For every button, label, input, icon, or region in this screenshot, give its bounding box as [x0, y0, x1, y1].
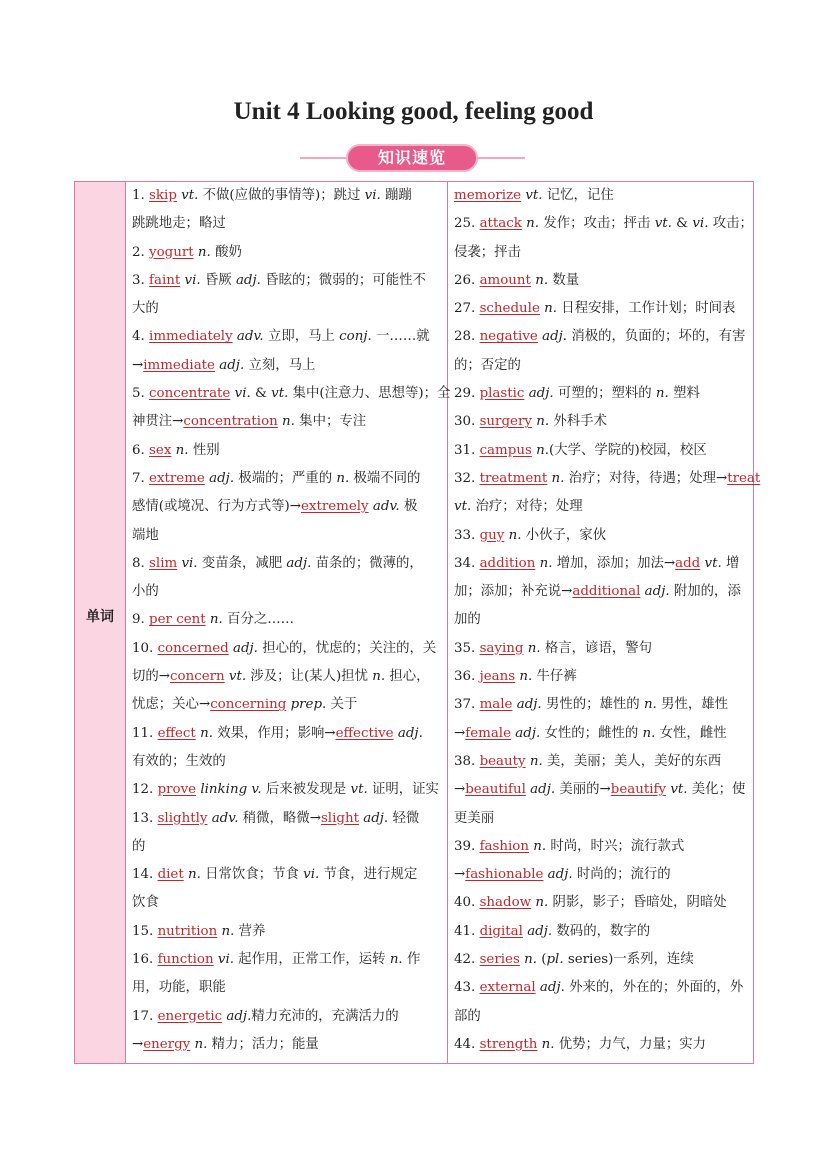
vocab-line: 28. negative adj. 消极的，负面的；坏的，有害 — [454, 329, 746, 345]
headword: female — [465, 725, 512, 741]
headword: digital — [479, 923, 523, 939]
vocab-line: →energy n. 精力；活力；能量 — [132, 1036, 319, 1052]
headword: additional — [572, 584, 641, 600]
headword: fashionable — [465, 867, 544, 883]
vocab-line: 5. concentrate vi. & vt. 集中(注意力、思想等)；全 — [132, 386, 451, 402]
headword: fashion — [479, 838, 529, 854]
vocab-line: 17. energetic adj.精力充沛的，充满活力的 — [132, 1008, 399, 1024]
headword: beautiful — [465, 782, 526, 798]
vocab-line: 加的 — [454, 612, 481, 628]
vocab-line: 15. nutrition n. 营养 — [132, 923, 266, 939]
vocab-line: 的 — [132, 838, 146, 854]
vocab-line: 43. external adj. 外来的，外在的；外面的，外 — [454, 980, 744, 996]
vocab-line: 感情(或境况、行为方式等)→extremely adv. 极 — [132, 499, 418, 515]
vocab-line: 36. jeans n. 牛仔裤 — [454, 669, 577, 685]
vocab-line: 32. treatment n. 治疗；对待，待遇；处理→treat — [454, 470, 761, 486]
headword: treatment — [479, 470, 548, 486]
vocab-line: 10. concerned adj. 担心的，忧虑的；关注的，关 — [132, 640, 437, 656]
headword: sex — [149, 442, 172, 458]
section-label: 单词 — [86, 609, 114, 625]
headword: effective — [335, 725, 394, 741]
page-title: Unit 4 Looking good, feeling good — [233, 98, 594, 125]
vocab-line: 侵袭；抨击 — [454, 244, 521, 260]
vocab-line: memorize vt. 记忆，记住 — [454, 188, 614, 203]
vocab-line: →female adj. 女性的；雌性的 n. 女性，雌性 — [454, 725, 727, 741]
headword: concentrate — [149, 386, 231, 402]
vocab-line: 35. saying n. 格言，谚语，警句 — [454, 640, 653, 656]
vocab-line: 31. campus n.(大学、学院的)校园，校区 — [454, 442, 707, 458]
vocab-line: 4. immediately adv. 立即，马上 conj. 一……就 — [132, 329, 430, 345]
headword: concern — [170, 669, 225, 685]
column-divider — [447, 182, 448, 1063]
vocabulary-table — [74, 181, 761, 1064]
vocab-line: 7. extreme adj. 极端的；严重的 n. 极端不同的 — [132, 470, 421, 486]
vocab-line: 切的→concern vt. 涉及；让(某人)担忧 n. 担心， — [132, 669, 430, 685]
table-label-column — [75, 182, 126, 1063]
vocab-line: 饮食 — [132, 895, 159, 911]
headword: series — [479, 952, 520, 968]
headword: amount — [479, 272, 531, 288]
vocab-line: 小的 — [132, 584, 159, 600]
vocab-line: 26. amount n. 数量 — [454, 272, 580, 288]
headword: immediate — [143, 357, 215, 373]
headword: slim — [149, 555, 178, 571]
headword: concentration — [183, 414, 278, 430]
vocab-line: →immediate adj. 立刻，马上 — [132, 357, 316, 373]
headword: extreme — [149, 470, 205, 486]
headword: extremely — [300, 499, 369, 515]
headword: campus — [479, 442, 532, 458]
vocab-line: 9. per cent n. 百分之…… — [132, 612, 295, 628]
vocab-line: 14. diet n. 日常饮食；节食 vi. 节食，进行规定 — [132, 867, 418, 883]
headword: strength — [479, 1036, 538, 1052]
headword: prove — [157, 782, 197, 798]
headword: energetic — [157, 1008, 223, 1024]
vocab-line: 11. effect n. 效果，作用；影响→effective adj. — [132, 725, 423, 741]
headword: yogurt — [149, 244, 194, 260]
vocab-line: 加；添加；补充说→additional adj. 附加的，添 — [454, 584, 741, 600]
vocab-line: 30. surgery n. 外科手术 — [454, 414, 607, 430]
vocab-line: →beautiful adj. 美丽的→beautify vt. 美化；使 — [454, 782, 746, 798]
vocab-line: 12. prove linking v. 后来被发现是 vt. 证明，证实 — [132, 782, 439, 798]
vocab-line: vt. 治疗；对待；处理 — [454, 499, 583, 515]
vocab-line: →fashionable adj. 时尚的；流行的 — [454, 867, 671, 883]
badge-right-rule — [477, 157, 525, 159]
vocab-line: 16. function vi. 起作用，正常工作，运转 n. 作 — [132, 952, 421, 968]
vocab-line: 39. fashion n. 时尚，时兴；流行款式 — [454, 838, 685, 854]
headword: nutrition — [157, 923, 218, 939]
headword: male — [479, 697, 513, 713]
headword: saying — [479, 640, 524, 656]
headword: immediately — [149, 329, 233, 345]
badge-label: 知识速览 — [346, 144, 478, 172]
vocab-column-left — [132, 182, 451, 1059]
vocab-line: 41. digital adj. 数码的，数字的 — [454, 923, 651, 939]
headword: treat — [727, 470, 761, 486]
vocab-line: 25. attack n. 发作；攻击；抨击 vt. & vi. 攻击； — [454, 216, 753, 232]
headword: beautify — [610, 782, 667, 798]
headword: energy — [143, 1036, 191, 1052]
headword: skip — [149, 188, 177, 203]
vocab-line: 神贯注→concentration n. 集中；专注 — [132, 414, 367, 430]
headword: attack — [479, 216, 522, 232]
headword: per cent — [149, 612, 206, 628]
vocab-line: 33. guy n. 小伙子，家伙 — [454, 527, 607, 543]
headword: slightly — [157, 810, 208, 826]
headword: beauty — [479, 753, 526, 769]
vocab-line: 38. beauty n. 美，美丽；美人，美好的东西 — [454, 753, 722, 769]
headword: schedule — [479, 301, 540, 317]
headword: slight — [320, 810, 359, 826]
vocab-line: 27. schedule n. 日程安排，工作计划；时间表 — [454, 301, 736, 317]
vocab-line: 6. sex n. 性别 — [132, 442, 220, 458]
headword: surgery — [479, 414, 532, 430]
vocab-line: 忧虑；关心→concerning prep. 关于 — [132, 697, 358, 713]
headword: memorize — [454, 188, 522, 203]
vocab-line: 1. skip vt. 不做(应做的事情等)；跳过 vi. 蹦蹦 — [132, 188, 412, 203]
vocab-line: 部的 — [454, 1008, 481, 1024]
vocab-line: 34. addition n. 增加，添加；加法→add vt. 增 — [454, 555, 740, 571]
headword: concerned — [157, 640, 229, 656]
vocab-line: 跳跳地走；略过 — [132, 216, 226, 232]
vocab-line: 端地 — [132, 527, 159, 543]
vocab-line: 13. slightly adv. 稍微，略微→slight adj. 轻微 — [132, 810, 420, 826]
headword: faint — [149, 272, 181, 288]
headword: plastic — [479, 386, 525, 402]
vocab-line: 3. faint vi. 昏厥 adj. 昏眩的；微弱的；可能性不 — [132, 272, 426, 288]
vocab-line: 有效的；生效的 — [132, 753, 226, 769]
vocab-line: 37. male adj. 男性的；雄性的 n. 男性，雄性 — [454, 697, 729, 713]
headword: function — [157, 952, 214, 968]
vocab-line: 的；否定的 — [454, 357, 521, 373]
headword: add — [675, 555, 701, 571]
headword: negative — [479, 329, 538, 345]
headword: external — [479, 980, 536, 996]
vocab-line: 40. shadow n. 阴影，影子；昏暗处，阴暗处 — [454, 895, 727, 911]
headword: effect — [157, 725, 196, 741]
headword: shadow — [479, 895, 532, 911]
vocab-line: 42. series n. (pl. series)一系列，连续 — [454, 952, 694, 968]
headword: diet — [157, 867, 184, 883]
section-badge — [300, 144, 525, 172]
vocab-line: 2. yogurt n. 酸奶 — [132, 244, 242, 260]
headword: concerning — [210, 697, 287, 713]
badge-left-rule — [300, 157, 348, 159]
vocab-line: 29. plastic adj. 可塑的；塑料的 n. 塑料 — [454, 386, 700, 402]
vocab-line: 44. strength n. 优势；力气，力量；实力 — [454, 1036, 707, 1052]
vocab-line: 更美丽 — [454, 810, 495, 826]
vocab-line: 用，功能，职能 — [132, 980, 226, 996]
headword: addition — [479, 555, 536, 571]
headword: jeans — [479, 669, 516, 685]
vocab-column-right — [454, 182, 761, 1059]
headword: guy — [479, 527, 505, 543]
vocab-line: 8. slim vi. 变苗条，减肥 adj. 苗条的；微薄的， — [132, 555, 423, 571]
vocab-line: 大的 — [132, 301, 159, 317]
